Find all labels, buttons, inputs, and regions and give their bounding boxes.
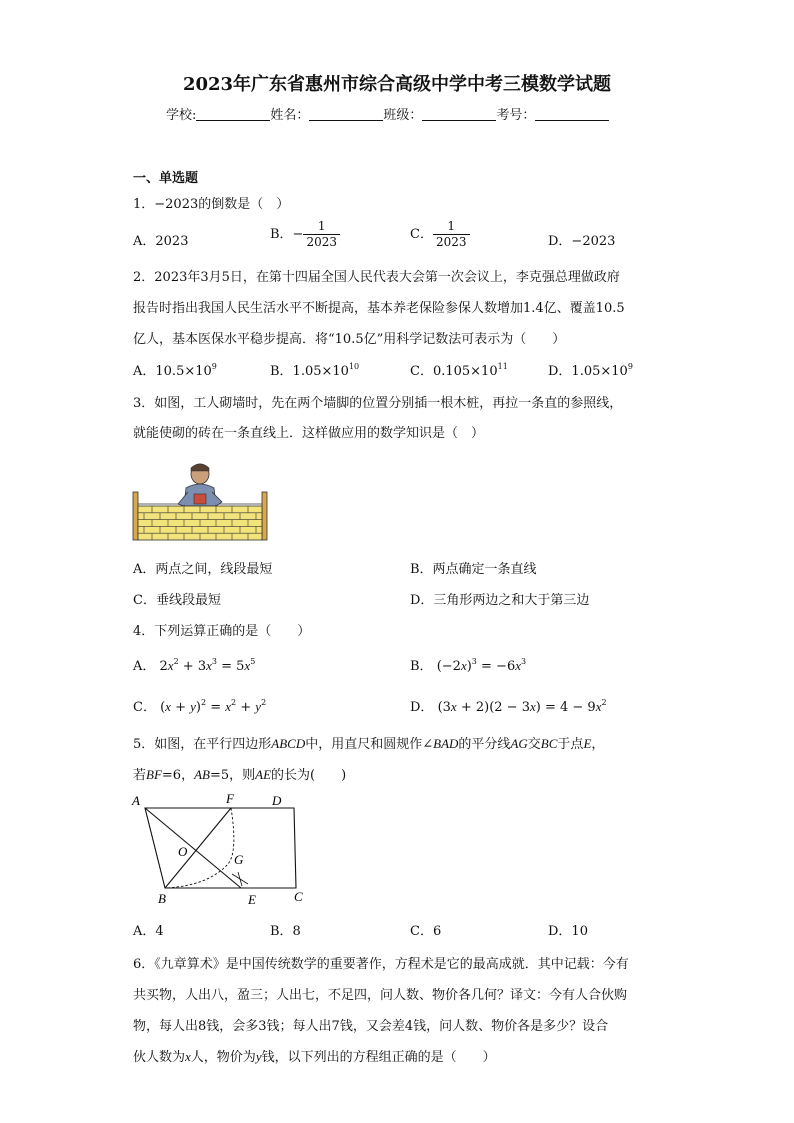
q1-option-a: A．2023 — [133, 234, 189, 249]
right-stake — [262, 492, 267, 540]
arc-mark-2 — [238, 872, 242, 886]
q1-option-c: C． $\frac{1}{2023}$ — [410, 219, 470, 250]
q2-option-b: B．$1.05\times 10^{10}$ — [270, 362, 360, 379]
q1-stem: 1．−2023的倒数是（ ） — [133, 197, 290, 212]
student-info-line — [166, 104, 609, 123]
name-label: 姓名： — [270, 108, 310, 123]
segment-bf — [165, 808, 231, 888]
q1-option-b: B．− $\frac{1}{2023}$ — [270, 219, 340, 250]
q5-option-c: C．6 — [410, 924, 442, 939]
q4-option-b: B． $(-2x)^3 = -6x^3$ — [410, 657, 527, 674]
q3-line2: 就能使砌的砖在一条直线上．这样做应用的数学知识是（ ） — [133, 426, 485, 441]
parallelogram-figure — [128, 790, 318, 908]
q3-option-a: A．两点之间，线段最短 — [133, 562, 273, 577]
section-title: 一、单选题 — [133, 171, 199, 186]
q5-option-b: B．8 — [270, 924, 301, 939]
q5-line1: 5．如图，在平行四边形ABCD中，用直尺和圆规作∠BAD的平分线AG交BC于点E， — [133, 736, 605, 752]
q1-option-d: D．−2023 — [548, 234, 616, 249]
class-blank — [422, 108, 496, 121]
label-b: B — [158, 891, 166, 906]
number-blank — [535, 108, 609, 121]
class-label: 班级： — [383, 108, 423, 123]
q6-line1: 6．《九章算术》是中国传统数学的重要著作，方程术是它的最高成就．其中记载：今有 — [133, 957, 629, 972]
worker-hair — [191, 464, 209, 471]
q4-option-c: C． $(x + y)^2 = x^2 + y^2$ — [133, 698, 267, 715]
number-label: 考号： — [496, 108, 536, 123]
name-blank — [309, 108, 383, 121]
school-label: 学校: — [166, 108, 197, 123]
q6-line2: 共买物，人出八，盈三；人出七，不足四，问人数、物价各几何？译文：今有人合伙购 — [133, 988, 628, 1003]
q2-line2: 报告时指出我国人民生活水平不断提高，基本养老保险参保人数增加1.4亿、覆盖10.5 — [133, 301, 625, 316]
bricklayer-figure — [132, 462, 272, 544]
school-blank — [196, 108, 270, 121]
label-a: A — [132, 793, 140, 808]
q3-option-c: C．垂线段最短 — [133, 593, 221, 608]
label-o: O — [178, 844, 188, 859]
q6-line4: 伙人数为x人，物价为y钱，以下列出的方程组正确的是（ ） — [133, 1049, 496, 1065]
q2-option-d: D．$1.05\times 10^9$ — [548, 362, 633, 379]
worker-apron — [194, 494, 206, 504]
q5-option-a: A．4 — [133, 924, 164, 939]
q2-option-c: C．$0.105\times 10^{11}$ — [410, 362, 508, 379]
q4-option-a: A． $2x^2 + 3x^3 = 5x^5$ — [133, 657, 256, 674]
q3-option-b: B．两点确定一条直线 — [410, 562, 537, 577]
q4-stem: 4．下列运算正确的是（ ） — [133, 624, 311, 639]
label-g: G — [234, 852, 244, 867]
q1-c-fraction: $\frac{1}{2023}$ — [433, 219, 470, 250]
q1-b-fraction: $\frac{1}{2023}$ — [303, 219, 340, 250]
q2-line3: 亿人，基本医保水平稳步提高．将“10.5亿”用科学记数法可表示为（ ） — [133, 332, 566, 347]
q2-option-a: A．$10.5\times 10^9$ — [133, 362, 217, 379]
q2-line1: 2．2023年3月5日，在第十四届全国人民代表大会第一次会议上，李克强总理做政府 — [133, 270, 620, 285]
label-c: C — [294, 889, 303, 904]
q3-option-d: D．三角形两边之和大于第三边 — [410, 593, 590, 608]
q5-option-d: D．10 — [548, 924, 588, 939]
q5-line2: 若BF=6，AB=5，则AE的长为( ) — [133, 767, 347, 783]
label-f: F — [226, 791, 234, 806]
q4-option-d: D． $(3x + 2)(2 - 3x) = 4 - 9x^2$ — [410, 698, 607, 715]
label-e: E — [248, 892, 256, 907]
q6-line3: 物，每人出8钱，会多3钱；每人出7钱，又会差4钱，问人数、物价各是多少？设合 — [133, 1019, 609, 1034]
left-stake — [133, 492, 138, 540]
exam-title: 2023年广东省惠州市综合高级中学中考三模数学试题 — [182, 74, 612, 95]
label-d: D — [272, 793, 282, 808]
segment-ae — [145, 808, 241, 888]
q3-line1: 3．如图，工人砌墙时，先在两个墙脚的位置分别插一根木桩，再拉一条直的参照线， — [133, 396, 623, 411]
